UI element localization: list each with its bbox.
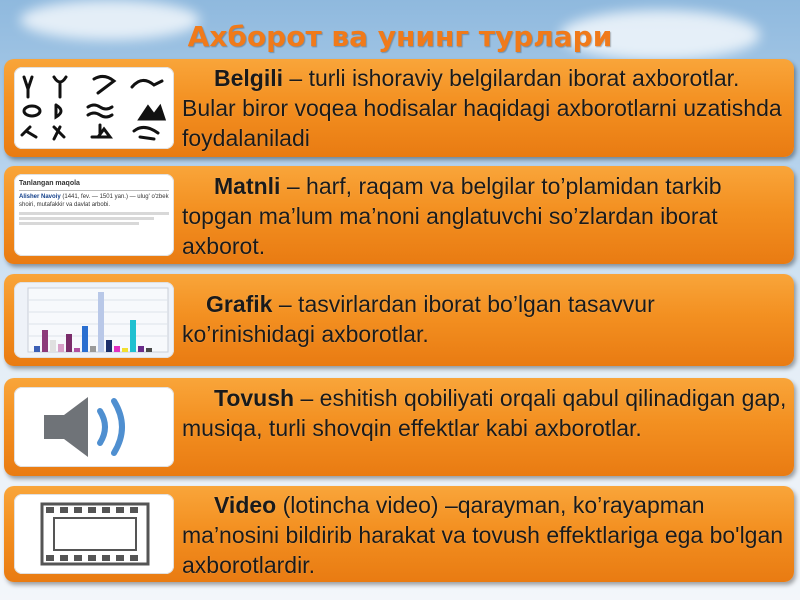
doc-heading: Tanlangan maqola	[19, 180, 80, 187]
item-text-tovush	[182, 383, 788, 443]
item-text-video	[182, 490, 788, 580]
item-text-belgili	[182, 63, 788, 153]
item-term: Tovush	[214, 385, 295, 411]
item-description: – eshitish qobiliyati orqali qabul qilinadigan gap, musiqa, turli shovqin effektlar kabi axborotlar.	[182, 385, 787, 441]
doc-line: (1441, fev. — 1501 yan.) — ulug' o'zbek shoiri, mutafakkir va davlat arbobi.	[19, 194, 169, 208]
item-term: Grafik	[206, 291, 273, 317]
info-band-grafik	[4, 274, 794, 366]
item-description: (lotincha video) –qarayman, ko’rayapman ma’nosini bildirib harakat va tovush effektlariga ega bo'lgan axborotlardir.	[182, 492, 784, 578]
bar-chart-icon	[14, 282, 174, 358]
item-description: – turli ishoraviy belgilardan iborat axborotlar. Bular biror voqea hodisalar haqidagi axborotlarni uzatishda foydalaniladi	[182, 65, 782, 151]
doc-name: Alisher Navoiy	[19, 194, 61, 200]
text-document-icon	[14, 174, 174, 256]
item-term: Video	[214, 492, 277, 518]
item-description: – harf, raqam va belgilar to’plamidan tarkib topgan ma’lum ma’noni anglatuvchi so’zlardan iborat axborot.	[182, 173, 722, 259]
info-band-matnli	[4, 166, 794, 264]
info-band-tovush	[4, 378, 794, 476]
speaker-icon	[14, 387, 174, 467]
slide-title: Ахборот ва унинг турлари	[187, 20, 613, 53]
item-description: – tasvirlardan iborat bo’lgan tasavvur ko’rinishidagi axborotlar.	[182, 291, 655, 347]
item-term: Matnli	[214, 173, 281, 199]
item-term: Belgili	[214, 65, 284, 91]
item-text-grafik	[182, 289, 788, 349]
item-text-matnli	[182, 171, 788, 261]
info-band-belgili	[4, 59, 794, 157]
info-band-video	[4, 486, 794, 582]
film-strip-icon	[14, 494, 174, 574]
symbols-icon	[14, 67, 174, 149]
